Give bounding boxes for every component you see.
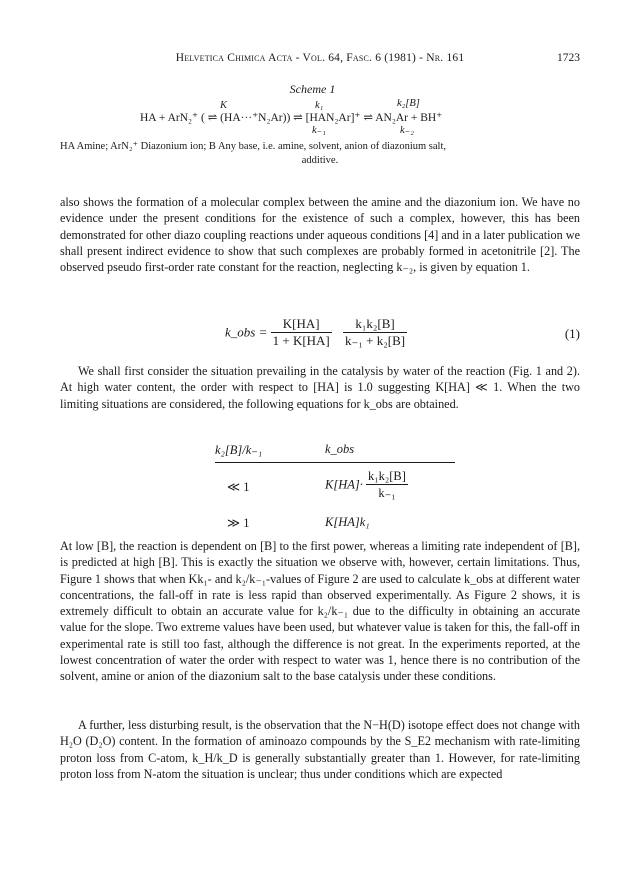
paragraph-2: We shall first consider the situation prevailing in the catalysis by water of the reaction (Fig. 1 and 2). At high water content, the order with respect to [HA] is 1.0 suggesting K[HA] ≪ 1. When the two limiting situations are considered, the following equations for k_obs are obtained. [60,364,580,411]
table-row1-fraction [366,469,408,501]
eq1-frac2-denominator: k₋₁ + k₂[B] [345,333,406,348]
label-K: K [220,100,228,111]
table-col2-header: k_obs [325,442,355,456]
table-col1-header: k₂[B]/k₋₁ [215,443,263,457]
eq1-frac1-denominator: 1 + K[HA] [272,333,330,348]
scheme-legend [60,140,580,168]
legend-line-2: additive. [301,155,339,166]
label-k2B: k₂[B] [397,98,420,109]
table-row1-col2 [325,469,408,501]
journal-citation: Helvetica Chimica Acta - Vol. 64, Fasc. 6 (1981) - Nr. 161 [175,52,465,64]
running-header [60,52,580,68]
table-row1-numerator: k₁k₂[B] [367,469,406,483]
scheme-equation: HA + ArN₂⁺ ( ⇌ (HA···⁺N₂Ar)) ⇌ [HAN₂Ar]⁺ ⇌ AN₂Ar + BH⁺ [140,112,443,124]
label-k-minus1: k₋₁ [312,125,326,136]
scheme-title: Scheme 1 [289,82,336,96]
eq1-fraction-1 [271,316,332,349]
table-row2-col1: ≫ 1 [227,516,250,530]
reaction-scheme [0,100,625,134]
table-row [215,509,455,535]
legend-line-1: HA Amine; ArN₂⁺ Diazonium ion; B Any base, i.e. amine, solvent, anion of diazonium salt, [60,141,446,152]
table-row1-col2-prefix: K[HA]· [325,477,363,492]
table-row [215,463,455,509]
paragraph-1: also shows the formation of a molecular complex between the amine and the diazonium ion. We have no evidence under the present conditions for the existence of such a complex, however, this has been demonstrated for other diazo coupling reactions under aqueous conditions [4] and in a later publication we shall present indirect evidence to show that such complexes are probably formed in acetonitrile [2]. The observed pseudo first-order rate constant for the reaction, neglecting k₋₂, is given by equation 1. [60,195,580,275]
table-row1-col1: ≪ 1 [227,480,250,494]
eq1-frac2-numerator: k₁k₂[B] [343,316,407,333]
label-k-minus2: k₋₂ [400,125,414,136]
table-header-row [215,440,455,463]
table-row2-col2: K[HA]k₁ [325,515,370,529]
limiting-cases-table [215,440,455,535]
paragraph-4: A further, less disturbing result, is the observation that the N−H(D) isotope effect does not change with H₂O (D₂O) content. In the formation of aminoazo compounds by the S_E2 mechanism with rate-limiting proton loss from C-atom, k_H/k_D is generally substantially greater than 1. However, for rate-limiting proton loss from N-atom the situation is unclear; thus under conditions which are expected [60,718,580,781]
eq1-frac1-numerator: K[HA] [271,316,332,333]
equation-number: (1) [564,326,580,341]
label-k1: k₁ [315,100,324,111]
table-row1-denominator: k₋₁ [378,486,396,500]
equation-1 [60,316,580,356]
page-number: 1723 [557,52,580,64]
eq1-fraction-2 [343,316,407,349]
paragraph-3: At low [B], the reaction is dependent on [B] to the first power, whereas a limiting rate independent of [B], is predicted at high [B]. This is exactly the situation we observe with, however, certain limitations. Thus, Figure 1 shows that when Kk₁- and k₂/k₋₁-values of Figure 2 are used to calculate k_obs at different water concentrations, the fall-off in rate is less rapid than observed experimentally. As Figure 2 shows, it is extremely difficult to obtain an accurate value for k₂/k₋₁ due to the difficulty in obtaining an accurate value for the slope. Two extreme values have been used, but whatever value is taken for this, the fall-off in experimental rate is still too fast, although the difference is not great. In the experiments reported, at the lowest concentration of water the order with respect to water was 1, hence there is no contribution of the solvent, amine or anion of the diazonium salt to the base catalysis under these conditions. [60,539,580,684]
eq1-lhs: k_obs = [225,324,268,340]
